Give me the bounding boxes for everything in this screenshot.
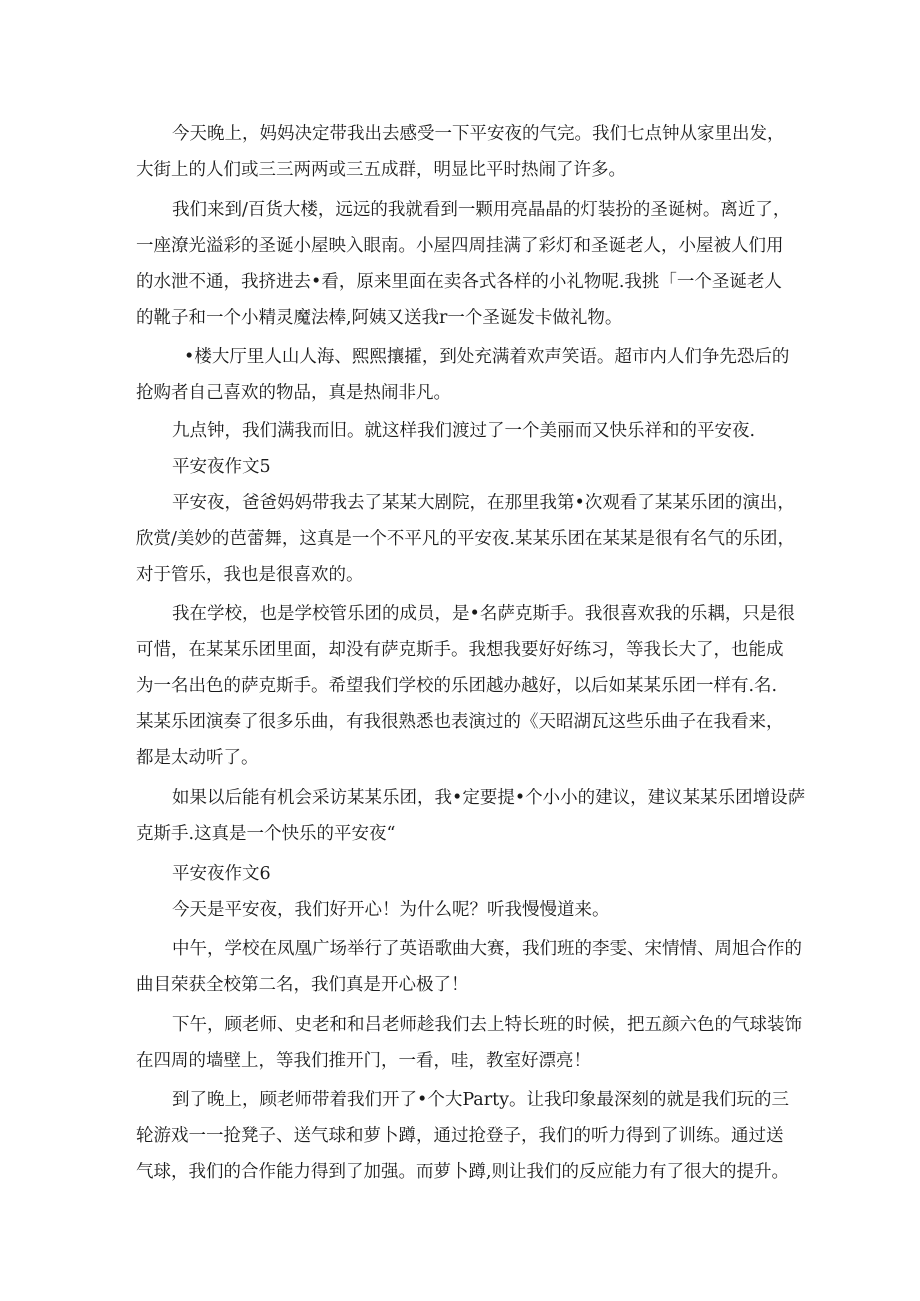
section-heading: 平安夜作文6 [172, 864, 271, 884]
text-line: 克斯手.这真是一个快乐的平安夜“ [136, 824, 396, 844]
text-line: 欣赏/美妙的芭蕾舞，这真是一个不平凡的平安夜.某某乐团在某某是很有名气的乐团， [136, 529, 795, 549]
text-line: 可惜，在某某乐团里面，却没有萨克斯手。我想我要好好练习，等我长大了，也能成 [136, 640, 784, 660]
text-line: 九点钟，我们满我而旧。就这样我们渡过了一个美丽而又快乐祥和的平安夜. [172, 421, 756, 441]
text-line: 中午，学校在凤凰广场举行了英语歌曲大赛，我们班的李雯、宋情情、周旭合作的 [172, 939, 802, 959]
text-line: 今天是平安夜，我们好开心！为什么呢？听我慢慢道来。 [172, 900, 610, 920]
text-line: 在四周的墙壁上，等我们推开门，一看，哇，教室好漂亮！ [136, 1051, 591, 1071]
text-line: 对于管乐，我也是很喜欢的。 [136, 565, 364, 585]
text-line: 如果以后能有机会采访某某乐团，我•定要提•个小小的建议，建议某某乐团增设萨 [172, 788, 806, 808]
text-line: 轮游戏一一抢凳子、送气球和萝卜蹲，通过抢登子，我们的听力得到了训练。通过送 [136, 1126, 784, 1146]
text-line: 曲目荣获全校第二名，我们真是开心极了！ [136, 975, 469, 995]
text-line: 某某乐团演奏了很多乐曲，有我很熟悉也表演过的《天昭湖瓦这些乐曲子在我看来， [136, 712, 784, 732]
text-line: 我们来到/百货大楼，远远的我就看到一颗用亮晶晶的灯装扮的圣诞树。离近了， [172, 200, 791, 220]
text-line: •楼大厅里人山人海、熙熙攘攉，到处充满着欢声笑语。超市内人们争先恐后的 [184, 347, 790, 367]
text-line: 下午，顾老师、史老和和吕老师趁我们去上特长班的时候，把五颜六色的气球装饰 [172, 1015, 802, 1035]
text-line: 平安夜，爸爸妈妈带我去了某某大剧院，在那里我第•次观看了某某乐团的演出， [172, 493, 795, 513]
text-line: 气球，我们的合作能力得到了加强。而萝卜蹲,则让我们的反应能力有了很大的提升。 [136, 1162, 790, 1182]
text-line: 的水泄不通，我挤进去•看，原来里面在卖各式各样的小礼物呢.我挑「一个圣诞老人 [136, 272, 782, 292]
text-line: 今天晚上，妈妈决定带我出去感受一下平安夜的气完。我们七点钟从家里出发， [172, 124, 785, 144]
text-line: 到了晚上，顾老师带着我们开了•个大Party。让我印象最深刻的就是我们玩的三 [172, 1090, 790, 1110]
text-line: 我在学校，也是学校管乐团的成员，是•名萨克斯手。我很喜欢我的乐耦，只是很 [172, 604, 795, 624]
text-line: 的靴子和一个小精灵魔法棒,阿姨又送我r一个圣诞发卡做礼物。 [136, 308, 623, 328]
text-line: 都是太动听了。 [136, 748, 259, 768]
text-line: 一座潦光溢彩的圣诞小屋映入眼南。小屋四周挂满了彩灯和圣诞老人，小屋被人们用 [136, 236, 784, 256]
text-line: 为一名出色的萨克斯手。希望我们学校的乐团越办越好，以后如某某乐团一样有.名. [136, 676, 778, 696]
text-line: 大街上的人们或三三两两或三五成群，明显比平时热闹了许多。 [136, 160, 626, 180]
section-heading: 平安夜作文5 [172, 457, 271, 477]
text-line: 抢购者自己喜欢的物品，真是热闹非凡。 [136, 383, 451, 403]
